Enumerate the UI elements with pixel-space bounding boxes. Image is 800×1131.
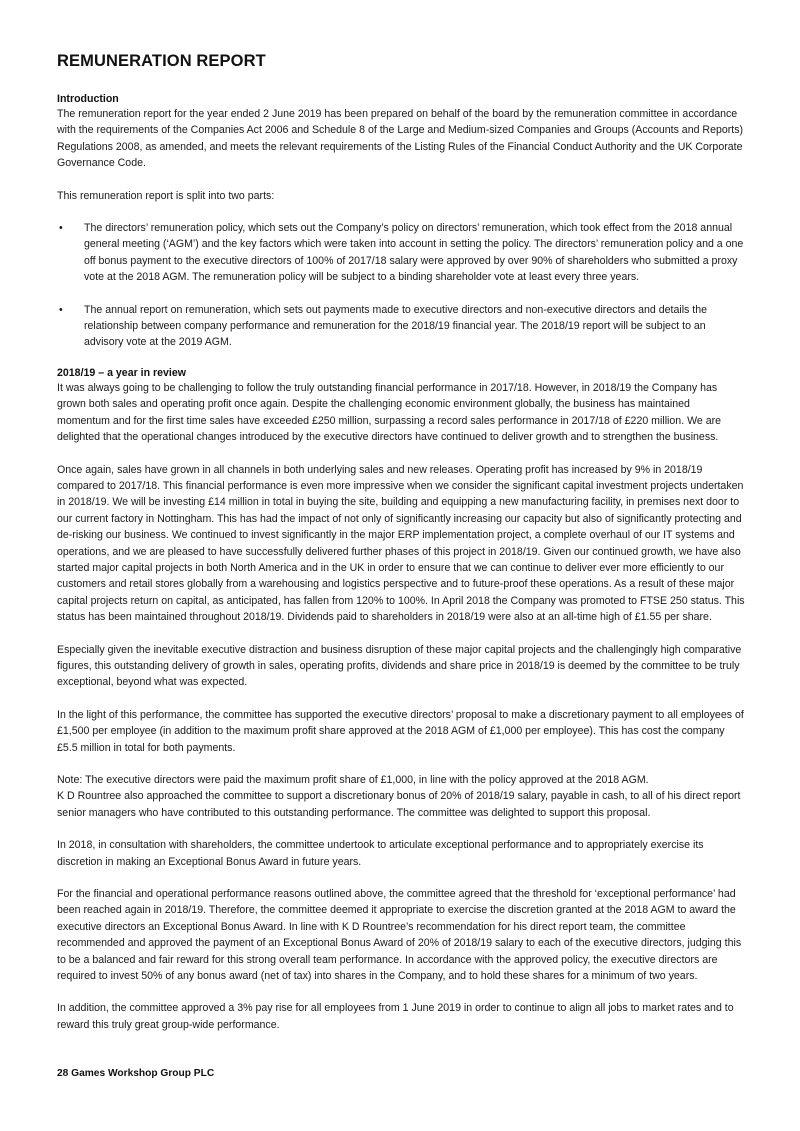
spacer (57, 446, 745, 462)
spacer (57, 756, 745, 772)
spacer (57, 984, 745, 1000)
year-in-review-paragraph-7: In addition, the committee approved a 3% pay rise for all employees from 1 June 2019 in order to continue to align all jobs to market rates and to reward this truly great group-wide performance. (57, 1002, 734, 1031)
introduction-paragraph-2: This remuneration report is split into two parts: (57, 189, 275, 202)
year-in-review-paragraph-4: In the light of this performance, the committee has supported the executive directors’ proposal to make a discretionary payment to all employees of £1,500 per employee (in addition to the maximum profit share approved at the 2018 AGM of £1,000 per employee). This has cost the company £5.5 million in total for both payments. (57, 708, 744, 754)
spacer (57, 351, 745, 367)
section-heading-year-in-review: 2018/19 – a year in review (57, 366, 186, 379)
note-line-1: Note: The executive directors were paid the maximum profit share of £1,000, in line with the policy approved at the 2018 AGM. (57, 774, 649, 786)
bullet-icon: • (59, 303, 63, 316)
spacer (57, 821, 745, 837)
year-in-review-note (57, 772, 745, 821)
year-in-review-paragraph-5: In 2018, in consultation with shareholders, the committee undertook to articulate exceptional performance and to appropriately exercise its discretion in making an Exceptional Bonus Award in future years. (57, 839, 704, 868)
page-title: REMUNERATION REPORT (57, 52, 266, 70)
spacer (57, 626, 745, 642)
spacer (57, 172, 745, 188)
list-item (57, 302, 745, 351)
list-item-text: The directors’ remuneration policy, which sets out the Company’s policy on directors’ remuneration, which took effect from the 2018 annual general meeting (‘AGM’) and the key factors which were taken into account in setting the policy. The directors’ remuneration policy and a one off bonus payment to the executive directors of 100% of 2017/18 salary were approved by over 90% of shareholders who submitted a proxy vote at the 2018 AGM. The remuneration policy will be subject to a binding shareholder vote at least every three years. (84, 222, 744, 284)
report-parts-list (57, 220, 745, 351)
year-in-review-paragraph-3: Especially given the inevitable executive distraction and business disruption of these major capital projects and the challengingly high comparative figures, this outstanding delivery of growth in sales, operating profits, dividends and share price in 2018/19 is deemed by the committee to be truly exceptional, beyond what was expected. (57, 643, 742, 689)
bullet-icon: • (59, 222, 63, 235)
spacer (57, 204, 745, 220)
list-item (57, 220, 745, 286)
spacer (57, 691, 745, 707)
introduction-paragraph-1: The remuneration report for the year ended 2 June 2019 has been prepared on behalf of the board by the remuneration committee in accordance with the requirements of the Companies Act 2006 and Schedule 8 of the Large and Medium-sized Companies and Groups (Accounts and Reports) Regulations 2008, as amended, and meets the relevant requirements of the Listing Rules of the Financial Conduct Authority and the UK Corporate Governance Code. (57, 108, 744, 170)
year-in-review-paragraph-6: For the financial and operational performance reasons outlined above, the committee agreed that the threshold for ‘exceptional performance’ had been reached again in 2018/19. Therefore, the committee deemed it appropriate to exercise the discretion granted at the 2018 AGM to award the executive directors an Exceptional Bonus Award. In line with K D Rountree’s recommendation for his direct report team, the committee recommended and approved the payment of an Exceptional Bonus Award of 20% of 2018/19 salary to each of the executive directors, judging this to be a balanced and fair reward for this strong overall team performance. In accordance with the approved policy, the executive directors are required to invest 50% of any bonus award (net of tax) into shares in the Company, and to hold these shares for a minimum of two years. (57, 888, 742, 983)
page-content (57, 52, 745, 1033)
spacer (57, 870, 745, 886)
section-heading-introduction: Introduction (57, 93, 119, 105)
year-in-review-paragraph-2: Once again, sales have grown in all channels in both underlying sales and new releases. Operating profit has increased by 9% in 2018/19 compared to 2017/18. This financial performance is even more impressive when we consider the significant capital investment projects undertaken in 2018/19. We will be investing £14 million in total in buying the site, building and equipping a new manufacturing facility, in premises next door to our current factory in Nottingham. This has had the impact of not only of significantly increasing our capacity but also of significantly protecting and de-risking our business. We continued to invest significantly in the major ERP implementation project, a complete overhaul of our IT systems and operations, and we are pleased to have successfully delivered further phases of this project in 2018/19. Given our continued growth, we have also started major capital projects in both North America and in the UK in order to ensure that we can continue to deliver ever more efficiently to our customers and retail stores globally from a warehousing and logistics perspective and to future-proof these operations. As a result of these major capital projects return on capital, as anticipated, has fallen from 120% to 100%. In April 2018 the Company was promoted to FTSE 250 status. This status has been maintained throughout 2018/19. Dividends paid to shareholders in 2018/19 were also at an all-time high of £1.55 per share. (57, 463, 745, 624)
page-footer: 28 Games Workshop Group PLC (57, 1068, 215, 1079)
list-item-text: The annual report on remuneration, which sets out payments made to executive directors and non-executive directors and details the relationship between company performance and remuneration for the 2018/19 financial year. The 2018/19 report will be subject to an advisory vote at the 2019 AGM. (84, 303, 708, 349)
year-in-review-paragraph-1: It was always going to be challenging to follow the truly outstanding financial performance in 2017/18. However, in 2018/19 the Company has grown both sales and operating profit once again. Despite the challenging economic environment globally, the business has maintained momentum and for the first time sales have exceeded £250 million, surpassing a record sales performance in 2017/18 of £220 million. We are delighted that the operational changes introduced by the executive directors have continued to deliver growth and to strengthen the business. (57, 381, 722, 444)
note-line-2: K D Rountree also approached the committee to support a discretionary bonus of 20% of 2018/19 salary, payable in cash, to all of his direct report senior managers who have contributed to this outstanding performance. The committee was delighted to support this proposal. (57, 790, 741, 819)
